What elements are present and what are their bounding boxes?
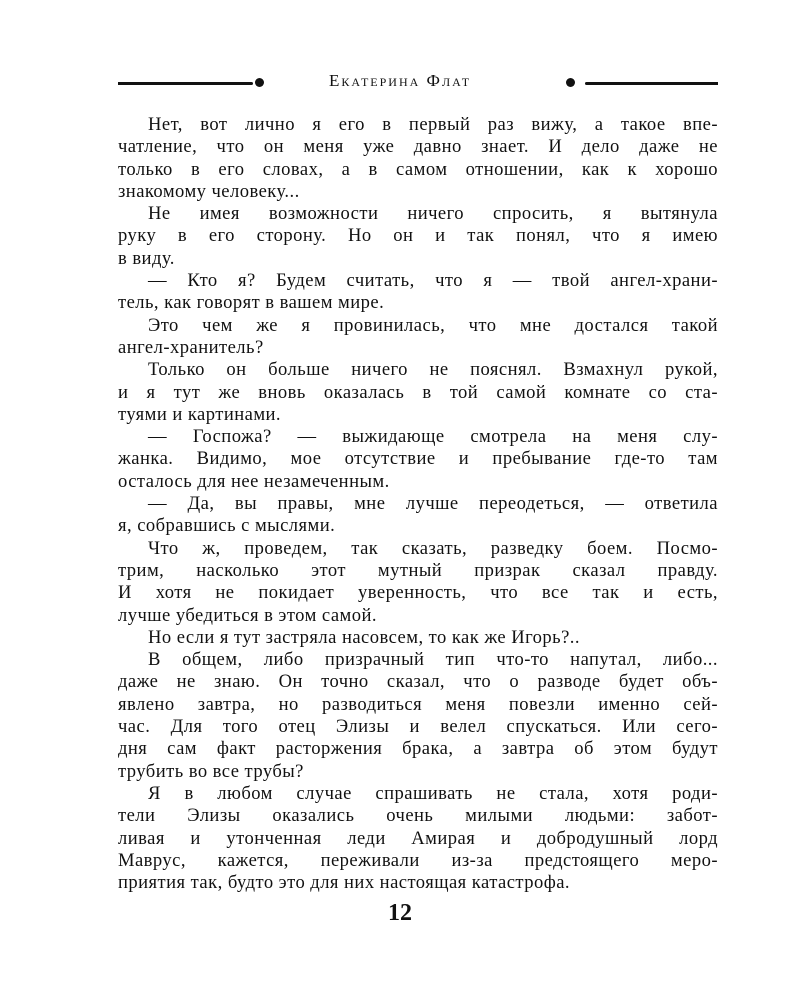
text-line: — Кто я? Будем считать, что я — твой ангел-храни- [148,270,718,292]
text-line: трим, насколько этот мутный призрак сказал правду. [118,559,718,581]
text-line: жанка. Видимо, мое отсутствие и пребывание где-то там [118,448,718,470]
text-line: и я тут же вновь оказалась в той самой комнате со ста- [118,381,718,403]
page-number: 12 [388,900,412,926]
text-line: Что ж, проведем, так сказать, разведку боем. Посмо- [148,537,718,559]
text-line: знакомому человеку... [118,180,300,202]
author-name: Екатерина Флат [328,71,472,90]
text-line: в виду. [118,247,175,269]
right-ornament-line [585,82,718,85]
text-line: тель, как говорят в вашем мире. [118,292,385,314]
text-line: туями и картинами. [118,403,282,425]
text-line: час. Для того отец Элизы и велел спускаться. Или сего- [118,716,718,738]
text-line: В общем, либо призрачный тип что-то напутал, либо... [148,649,718,671]
text-line: осталось для нее незамеченным. [118,470,390,492]
right-ornament-dot [566,78,575,87]
text-line: Это чем же я провинилась, что мне достался такой [148,314,718,336]
text-line: — Госпожа? — выжидающе смотрела на меня слу- [148,426,718,448]
running-header [0,68,800,98]
text-line: Не имея возможности ничего спросить, я вытянула [148,203,718,225]
text-line: приятия так, будто это для них настоящая катастрофа. [118,872,570,894]
text-line: даже не знаю. Он точно сказал, что о разводе будет объ- [118,671,718,693]
text-line: ангел-хранитель? [118,336,264,358]
text-line: трубить во все трубы? [118,760,304,782]
text-line: я, собравшись с мыслями. [118,515,336,537]
text-line: Я в любом случае спрашивать не стала, хотя роди- [148,782,718,804]
text-line: дня сам факт расторжения брака, а завтра об этом будут [118,738,718,760]
text-line: Маврус, кажется, переживали из-за предстоящего меро- [118,849,718,871]
text-line: явлено завтра, но разводиться меня повезли именно сей- [118,693,718,715]
text-line: — Да, вы правы, мне лучше переодеться, — ответила [148,493,718,515]
text-line: Нет, вот лично я его в первый раз вижу, а такое впе- [148,114,718,135]
text-line: И хотя не покидает уверенность, что все так и есть, [118,582,718,604]
text-line: чатление, что он меня уже давно знает. И дело даже не [118,136,718,158]
body-text [118,114,718,894]
text-line: руку в его сторону. Но он и так понял, что я имею [118,225,718,247]
text-line: Только он больше ничего не пояснял. Взмахнул рукой, [148,359,718,381]
text-line: ливая и утонченная леди Амирая и добродушный лорд [118,827,718,849]
text-line: лучше убедиться в этом самой. [118,604,377,626]
text-line: Но если я тут застряла насовсем, то как же Игорь?.. [148,626,581,648]
text-line: только в его словах, а в самом отношении, как к хорошо [118,158,718,180]
text-line: тели Элизы оказались очень милыми людьми: забот- [118,805,718,827]
